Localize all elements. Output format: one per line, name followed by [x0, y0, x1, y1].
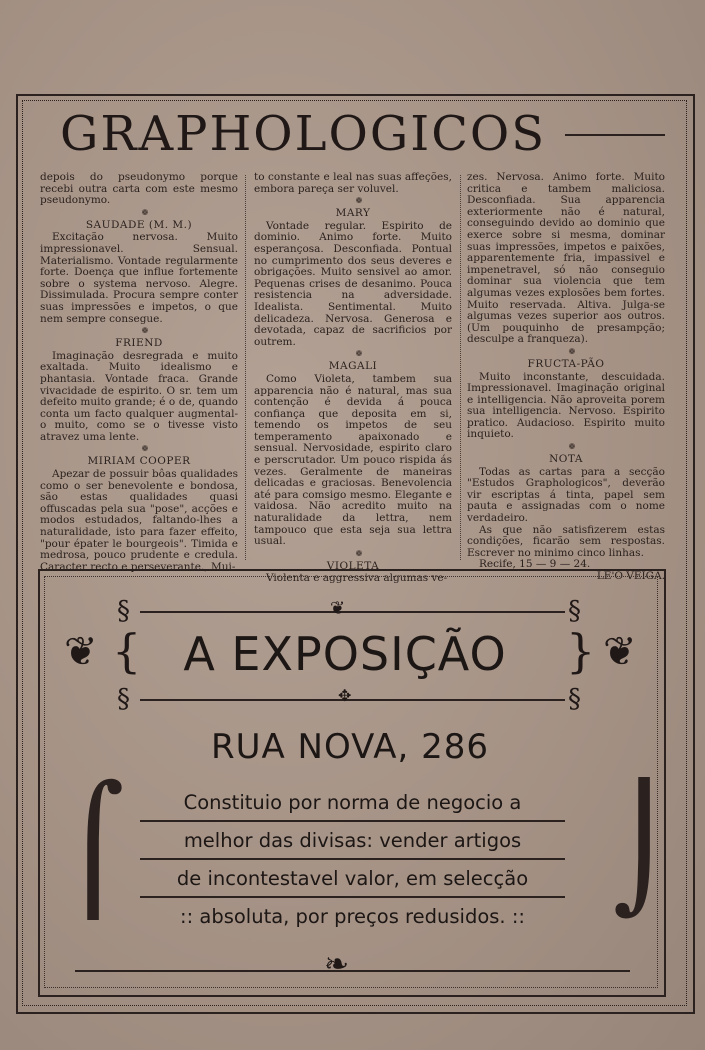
entry-heading: SAUDADE (M. M.): [85, 218, 193, 231]
entry-heading: MAGALI: [328, 360, 378, 373]
right-brace-ornament-icon: }: [566, 624, 596, 678]
scroll-ornament-icon: §: [117, 596, 130, 626]
entry-paragraph: Imaginação desregrada e muito exaltada. Muito idealismo e phantasia. Vontade fraca. Grande vivacidade de espirito. O sr. tem um defeito muito grande; é o de, quando conta um facto qualquer augmental-o muito, como se o tivesse visto atravez uma lente.: [40, 349, 238, 443]
cross-ornament-icon: ✥: [338, 686, 352, 705]
entry-paragraph: Apezar de possuir bôas qualidades como o ser benevolente e bondosa, são estas qualidades quasi offuscadas pela sua "pose", acções e modos estudados, faltando-lhes a naturalidade, isto para fazer effeito, "pour épater le bourgeois". Timida e medrosa, pouco prudente e credula. Caracter recto e perseverante., Mui-: [40, 468, 238, 573]
ad-top-rule: [140, 611, 565, 613]
ornament-divider-icon: ❁: [141, 444, 149, 454]
store-name: A EXPOSIÇÃO: [183, 627, 507, 681]
left-brace-ornament-icon: {: [112, 624, 142, 678]
ad-bottom-rule: [75, 970, 630, 972]
entry-heading: MARY: [335, 207, 371, 220]
entry-heading: FRIEND: [115, 337, 163, 350]
entry-paragraph: zes. Nervosa. Animo forte. Muito critica e tambem maliciosa. Desconfiada. Sua apparencia exteriormente não é natural, conseguindo devido ao dominio que exerce sobre si mesma, dominar suas impressões, impetos e paixões, apparentemente fria, impassivel e impenetravel, só não conseguio dominar sua violencia que tem algumas vezes explosões bem fortes. Muito reservada. Altiva. Julga-se algumas vezes superior aos outros. (Um pouquinho de presampção; desculpe a franqueza).: [467, 171, 665, 346]
entry-paragraph: Muito inconstante, descuidada. Impressionavel. Imaginação original e intelligencia. Não aproveita porem sua intelligencia. Nervoso. Espirito pratico. Audacioso. Espirito muito inquieto.: [467, 370, 665, 441]
column-divider: [245, 175, 246, 560]
ad-text-line-1: Constituio por norma de negocio a: [140, 786, 565, 822]
scroll-ornament-icon: §: [117, 684, 130, 714]
entry-paragraph: Vontade regular. Espirito de dominio. Animo forte. Muito esperançosa. Desconfiada. Pontual no cumprimento dos seus deveres e obrigações. Muito sensivel ao amor. Pequenas crises de desanimo. Pouca resistencia na adversidade. Idealista. Sentimental. Muito delicadeza. Nervosa. Generosa e devotada, capaz de sacrificios por outrem.: [254, 219, 452, 348]
column-divider: [460, 175, 461, 560]
entry-heading: FRUCTA-PÃO: [527, 357, 605, 370]
ornament-divider-icon: ❁: [355, 548, 363, 558]
entry-paragraph: Como Violeta, tambem sua apparencia não é natural, mas sua contenção é devida á pouca confiança que deposita em si, temendo os impetos de seu temperamento apaixonado e sensual. Nervosidade, espirito claro e perscrutador. Um pouco rispida ás vezes. Geralmente de maneiras delicadas e graciosas. Benevolencia até para comsigo mesmo. Elegante e vaidosa. Não acredito muito na naturalidade da lettra, nem tampouco que esta seja sua lettra usual.: [254, 372, 452, 548]
leaf-ornament-icon: ❦: [64, 629, 98, 675]
ornament-divider-icon: ❁: [141, 207, 149, 217]
scroll-ornament-icon: §: [568, 684, 581, 714]
ornament-divider-icon: ❁: [355, 196, 363, 206]
right-scroll-bracket-icon: ⌡: [613, 780, 676, 919]
text-column-1: [40, 171, 238, 573]
store-address: RUA NOVA, 286: [210, 727, 490, 767]
author-signature: LE'O VEIGA.: [596, 570, 665, 582]
ornament-divider-icon: ❁: [568, 442, 576, 452]
ornament-divider-icon: ❁: [355, 349, 363, 359]
ad-text-line-2: melhor das divisas: vender artigos: [140, 824, 565, 860]
entry-paragraph: Violenta e aggressiva algumas ve-: [266, 572, 448, 585]
entry-paragraph: to constante e leal nas suas affeções, embora pareça ser voluvel.: [254, 171, 452, 195]
entry-paragraph: Excitação nervosa. Muito impressionavel. Sensual. Materialismo. Vontade regularmente forte. Doença que influe fortemente sobre o systema nervoso. Alegre. Dissimulada. Procura sempre conter suas impressões e impetos, o que nem sempre consegue.: [40, 231, 238, 325]
entry-paragraph: depois do pseudonymo porque recebi outra carta com este mesmo pseudonymo.: [40, 171, 238, 207]
ornament-divider-icon: ❁: [568, 346, 576, 356]
entry-paragraph: Recife, 15 — 9 — 24.: [479, 558, 591, 571]
ornament-divider-icon: ❁: [141, 326, 149, 336]
leaf-ornament-icon: ❦: [603, 629, 637, 675]
title-rule: [565, 134, 665, 136]
left-scroll-bracket-icon: ⌠: [62, 780, 125, 919]
text-column-2: [254, 171, 452, 585]
entry-heading: NOTA: [549, 453, 583, 466]
ad-text-line-4: :: absoluta, por preços redusidos. ::: [180, 905, 525, 928]
entry-heading: VIOLETA: [326, 559, 380, 572]
bottom-flourish-icon: ❧: [324, 947, 350, 982]
entry-heading: MIRIAM COOPER: [87, 455, 191, 468]
entry-paragraph: Todas as cartas para a secção "Estudos Graphologicos", deverão vir escriptas á tinta, papel sem pauta e assignadas com o nome verdadeiro.: [467, 465, 665, 525]
text-column-3: [467, 171, 665, 582]
entry-paragraph: As que não satisfizerem estas condições, ficarão sem respostas. Escrever no minimo cinco linhas.: [467, 523, 665, 559]
ad-text-line-3: de incontestavel valor, em selecção: [140, 862, 565, 898]
ad-title-bottom-rule: [140, 699, 565, 701]
section-title: GRAPHOLOGICOS: [60, 106, 547, 162]
scroll-ornament-icon: §: [568, 596, 581, 626]
flourish-ornament-icon: ❦: [330, 598, 346, 619]
